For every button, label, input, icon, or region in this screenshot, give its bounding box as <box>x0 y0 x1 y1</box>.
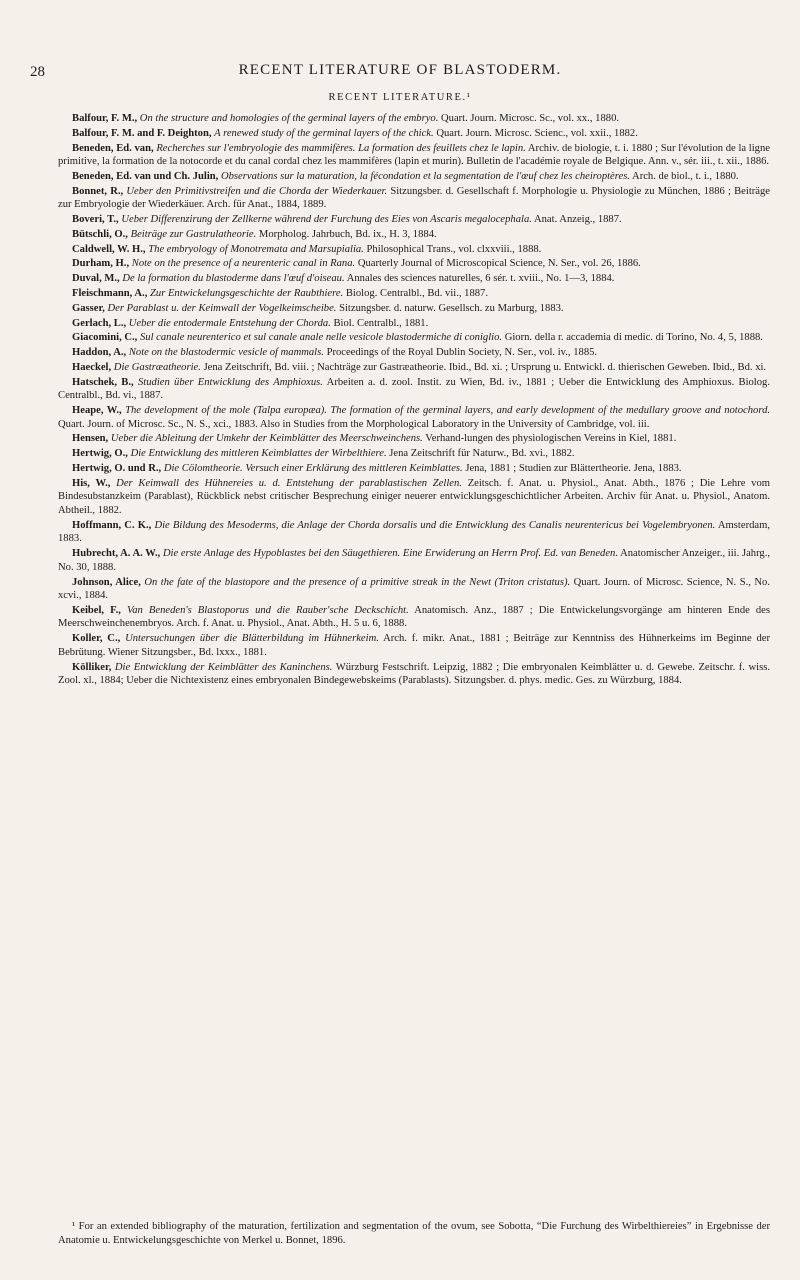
bibliography-list <box>58 112 770 689</box>
entry-author: Keibel, F., <box>72 604 121 616</box>
entry-author: Durham, H., <box>72 258 130 270</box>
entry-author: Caldwell, W. H., <box>72 243 146 255</box>
bibliography-entry <box>58 317 770 331</box>
entry-publication: Giorn. della r. accademia di medic. di Torino, No. 4, 5, 1888. <box>504 332 763 344</box>
entry-title: Die Entwicklung des mittleren Keimblattes der Wirbelthiere. <box>130 448 387 460</box>
entry-publication: Verhand-lungen des physiologischen Vereins in Kiel, 1881. <box>425 433 677 445</box>
entry-title: Studien über Entwicklung des Amphioxus. <box>137 376 323 388</box>
entry-title: De la formation du blastoderme dans l'œuf d'oiseau. <box>122 273 345 285</box>
entry-author: Bonnet, R., <box>72 185 124 197</box>
entry-title: On the fate of the blastopore and the presence of a primitive streak in the Newt (Triton cristatus). <box>144 576 571 588</box>
entry-publication: Amsterdam, 1883. <box>58 519 770 545</box>
bibliography-entry <box>58 576 770 603</box>
entry-title: Die Cölomtheorie. Versuch einer Erklärung des mittleren Keimblattes. <box>163 463 463 474</box>
entry-title: Ueber den Primitivstreifen und die Chorda der Wiederkauer. <box>126 185 388 197</box>
entry-title: Zur Entwickelungsgeschichte der Raubthiere. <box>150 288 344 299</box>
entry-publication: Zeitsch. f. Anat. u. Physiol., Anat. Abth., 1876 ; Die Lehre vom Bindesubstanzkeim (Parablast), Rückblick nebst critischer Besprechung einiger neuerer entwicklungsgeschichtlicher Arbeiten. Archiv für Anat. u. Physiol., Anatom. Abtheil., 1882. <box>58 477 770 516</box>
bibliography-entry <box>58 376 770 403</box>
footnote: ¹ For an extended bibliography of the maturation, fertilization and segmentation of the ovum, see Sobotta, “Die Furchung des Wirbelthiereies” in Ergebnisse der Anatomie u. Entwickelungsgeschichte von Merkel u. Bonnet, 1896. <box>58 1221 770 1246</box>
bibliography-entry <box>58 462 770 476</box>
entry-title: Ueber die entodermale Entstehung der Chorda. <box>128 317 331 329</box>
entry-author: Hoffmann, C. K., <box>72 519 152 531</box>
bibliography-entry <box>58 447 770 461</box>
entry-publication: Arch. de biol., t. i., 1880. <box>632 170 739 182</box>
book-page <box>30 20 770 1270</box>
entry-title: Beiträge zur Gastrulatheorie. <box>130 228 257 240</box>
bibliography-entry <box>58 361 770 375</box>
section-title: RECENT LITERATURE.¹ <box>328 92 472 103</box>
entry-publication: Sitzungsber. d. naturw. Gesellsch. zu Marburg, 1883. <box>339 302 564 314</box>
entry-author: Hubrecht, A. A. W., <box>72 548 161 560</box>
entry-publication: Philosophical Trans., vol. clxxviii., 1888. <box>366 243 542 255</box>
bibliography-entry <box>58 127 770 141</box>
entry-author: Haddon, A., <box>72 347 127 359</box>
bibliography-entry <box>58 331 770 345</box>
entry-title: Van Beneden's Blastoporus und die Rauber'sche Deckschicht. <box>126 604 409 616</box>
entry-title: Die Entwicklung der Keimblätter des Kaninchens. <box>114 661 333 673</box>
entry-publication: Anatomisch. Anz., 1887 ; Die Entwickelungsvorgänge am hinteren Ende des Meerschweinchenembryos. Arch. f. Anat. u. Physiol., Anat. Abth., H. 5 u. 6, 1888. <box>58 604 770 630</box>
bibliography-entry <box>58 185 770 212</box>
bibliography-entry <box>58 547 770 574</box>
entry-author: Koller, C., <box>72 633 121 645</box>
entry-publication: Würzburg Festschrift. Leipzig, 1882 ; Die embryonalen Keimblätter u. d. Gewebe. Zeitschr. f. wiss. Zool. xl., 1884; Ueber die Nichtexistenz eines embryonalen Bindegewebskeims (Parablasts). Sitzungsber. d. phys. medic. Ges. zu Würzburg, 1884. <box>58 661 770 687</box>
page-number: 28 <box>30 64 45 80</box>
entry-author: Fleischmann, A., <box>72 288 148 299</box>
entry-author: His, W., <box>72 477 111 489</box>
entry-title: Die Bildung des Mesoderms, die Anlage der Chorda dorsalis und die Entwicklung des Canalis neurentericus bei Vogelembryonen. <box>154 519 716 531</box>
entry-publication: Quart. Journ. of Microsc. Science, N. S., No. xcvi., 1884. <box>58 576 770 602</box>
entry-title: Note on the presence of a neurenteric canal in Rana. <box>131 258 356 270</box>
entry-publication: Quart. Journ. Microsc. Sc., vol. xx., 1880. <box>441 113 620 124</box>
entry-publication: Morpholog. Jahrbuch, Bd. ix., H. 3, 1884. <box>258 228 437 240</box>
entry-title: A renewed study of the germinal layers of the chick. <box>214 127 434 139</box>
entry-author: Hertwig, O. und R., <box>72 463 162 474</box>
entry-publication: Quart. Journ. of Microsc. Sc., N. S., xci., 1883. Also in Studies from the Morphological Laboratory in the University of Cambridge, vol. iii. <box>58 418 650 430</box>
entry-title: Der Keimwall des Hühnereies u. d. Entstehung der parablastischen Zellen. <box>116 477 462 489</box>
entry-title: The development of the mole (Talpa europæa). The formation of the germinal layers, and early development of the medullary groove and notochord. <box>125 405 771 417</box>
entry-title: Untersuchungen über die Blätterbildung im Hühnerkeim. <box>125 633 379 645</box>
bibliography-entry <box>58 272 770 286</box>
bibliography-entry <box>58 257 770 271</box>
bibliography-entry <box>58 228 770 242</box>
entry-publication: Annales des sciences naturelles, 6 sér. t. xviii., No. 1—3, 1884. <box>346 273 615 285</box>
entry-title: The embryology of Monotremata and Marsupialia. <box>148 243 364 255</box>
bibliography-entry <box>58 404 770 431</box>
entry-author: Hatschek, B., <box>72 376 134 388</box>
bibliography-entry <box>58 604 770 631</box>
entry-author: Balfour, F. M. and F. Deighton, <box>72 127 212 139</box>
entry-author: Hensen, <box>72 433 109 445</box>
entry-author: Beneden, Ed. van und Ch. Julin, <box>72 170 219 182</box>
entry-publication: Arch. f. mikr. Anat., 1881 ; Beiträge zur Kenntniss des Hühnerkeims im Beginne der Bebrütung. Wiener Sitzungsber., Bd. lxxx., 1881. <box>58 633 771 658</box>
entry-author: Giacomini, C., <box>72 332 138 344</box>
bibliography-entry <box>58 170 770 184</box>
entry-title: Die Gastræatheorie. <box>113 361 201 373</box>
entry-publication: Arbeiten a. d. zool. Instit. zu Wien, Bd. iv., 1881 ; Ueber die Entwicklung des Amphioxus. Biolog. Centralbl., Bd. vi., 1887. <box>58 376 770 402</box>
entry-title: Observations sur la maturation, la fécondation et la segmentation de l'œuf chez les cheiroptères. <box>220 170 630 182</box>
entry-publication: Proceedings of the Royal Dublin Society, N. Ser., vol. iv., 1885. <box>326 347 598 359</box>
entry-author: Gerlach, L., <box>72 317 127 329</box>
entry-author: Heape, W., <box>72 405 122 417</box>
bibliography-entry <box>58 142 770 169</box>
bibliography-entry <box>58 519 770 546</box>
entry-author: Duval, M., <box>72 273 120 285</box>
entry-title: On the structure and homologies of the germinal layers of the embryo. <box>139 113 439 124</box>
bibliography-entry <box>58 346 770 360</box>
entry-title: Recherches sur l'embryologie des mammifères. La formation des feuillets chez le lapin. <box>156 142 526 154</box>
entry-publication: Sitzungsber. d. Gesellschaft f. Morphologie u. Physiologie zu München, 1886 ; Beiträge zur Embryologie der Wiederkäuer. Arch. für Anat., 1884, 1889. <box>58 185 770 211</box>
entry-title: Ueber die Ableitung der Umkehr der Keimblätter des Meerschweinchens. <box>110 433 423 445</box>
bibliography-entry <box>58 432 770 446</box>
bibliography-entry <box>58 287 770 301</box>
entry-publication: Biol. Centralbl., 1881. <box>333 317 429 329</box>
entry-title: Sul canale neurenterico et sul canale anale nelle vesicole blastodermiche di coniglio. <box>139 332 503 344</box>
bibliography-entry <box>58 477 770 518</box>
entry-publication: Jena Zeitschrift für Naturw., Bd. xvi., 1882. <box>389 448 575 460</box>
entry-author: Johnson, Alice, <box>72 576 141 588</box>
entry-title: Die erste Anlage des Hypoblastes bei den Säugethieren. Eine Erwiderung an Herrn Prof. Ed. van Beneden. <box>162 548 618 560</box>
entry-author: Balfour, F. M., <box>72 113 138 124</box>
entry-publication: Jena, 1881 ; Studien zur Blättertheorie. Jena, 1883. <box>465 463 682 474</box>
entry-publication: Jena Zeitschrift, Bd. viii. ; Nachträge zur Gastræatheorie. Ibid., Bd. xi. ; Ursprung u. Entwickl. d. thierischen Geweben. Ibid., Bd. xi. <box>203 361 767 373</box>
entry-author: Hertwig, O., <box>72 448 128 460</box>
entry-author: Gasser, <box>72 302 105 314</box>
bibliography-entry <box>58 632 770 659</box>
entry-publication: Quart. Journ. Microsc. Scienc., vol. xxii., 1882. <box>436 127 638 139</box>
bibliography-entry <box>58 213 770 227</box>
entry-author: Boveri, T., <box>72 214 119 226</box>
entry-title: Ueber Differenzirung der Zellkerne während der Furchung des Eies von Ascaris megalocephala. <box>121 214 532 226</box>
entry-publication: Quarterly Journal of Microscopical Science, N. Ser., vol. 26, 1886. <box>357 258 641 270</box>
entry-author: Kölliker, <box>72 661 112 673</box>
bibliography-entry <box>58 112 770 126</box>
entry-author: Beneden, Ed. van, <box>72 142 154 154</box>
entry-author: Haeckel, <box>72 361 112 373</box>
entry-title: Note on the blastodermic vesicle of mammals. <box>128 347 324 359</box>
bibliography-entry <box>58 661 770 688</box>
entry-publication: Anat. Anzeig., 1887. <box>533 214 622 226</box>
entry-publication: Biolog. Centralbl., Bd. vii., 1887. <box>345 288 488 299</box>
bibliography-entry <box>58 243 770 257</box>
entry-publication: Anatomischer Anzeiger., iii. Jahrg., No. 30, 1888. <box>58 548 770 573</box>
entry-publication: Archiv. de biologie, t. i. 1880 ; Sur l'évolution de la ligne primitive, la formation de la notocorde et du canal cordal chez les mammifères (lapin et murin). Bulletin de l'académie royale de Belgique. Ann. v., sér. iii., t. xii., 1886. <box>58 142 770 168</box>
entry-author: Bütschli, O., <box>72 228 128 240</box>
bibliography-entry <box>58 302 770 316</box>
running-title: RECENT LITERATURE OF BLASTODERM. <box>238 62 562 78</box>
entry-title: Der Parablast u. der Keimwall der Vogelkeimscheibe. <box>107 302 337 314</box>
